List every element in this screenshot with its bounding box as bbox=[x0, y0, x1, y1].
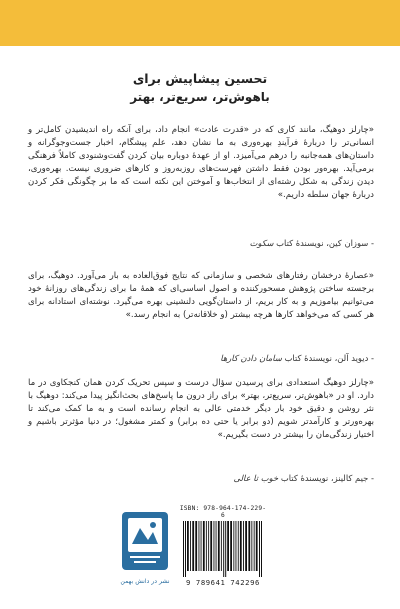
barcode-bar bbox=[256, 521, 258, 571]
barcode-bar bbox=[243, 521, 244, 571]
publisher-name: نشر در دانش بهمن bbox=[120, 578, 170, 585]
praise-author-2: - دیوید آلن، نویسندهٔ کتاب bbox=[281, 353, 374, 363]
barcode-bar bbox=[254, 521, 255, 571]
praise-source-1 bbox=[28, 237, 374, 249]
barcode-bar bbox=[221, 521, 222, 571]
barcode-bar bbox=[230, 521, 232, 571]
barcode-bar bbox=[214, 521, 215, 571]
barcode-bar bbox=[210, 521, 212, 571]
barcode-bar bbox=[185, 521, 186, 577]
barcode-bar bbox=[199, 521, 200, 571]
barcode-bar bbox=[259, 521, 260, 577]
praise-quote-3: «چارلز دوهیگ استعدادی برای پرسیدن سؤال درست و سپس تحریک کردن همان کنجکاوی در ما دارد. او در «باهوش‌تر، سریع‌تر، بهتر» برای راز درون ما پاسخ‌های بحث‌انگیز پیدا می‌کند: دوهیگ با نثر روشن و دقیق خود بار دیگر خدمتی عالی به انجام رسانده است و به ما کمک می‌کند تا بهره‌ورتر و کارآمدتر شویم (دو برابر یا حتی ده برابر) و کمتر مشغول؛ در دنیا مؤثرتر باشیم و اختیار زندگی‌مان را بیشتر در دست بگیریم.» bbox=[28, 378, 374, 440]
barcode-bar bbox=[208, 521, 209, 571]
barcode-digits: 9 789641 742296 bbox=[186, 578, 260, 587]
barcode-bar bbox=[216, 521, 217, 571]
barcode-bar bbox=[261, 521, 262, 577]
praise-header bbox=[0, 70, 400, 106]
barcode-icon bbox=[181, 521, 265, 577]
publisher-logo-icon bbox=[120, 510, 170, 572]
praise-author-3: - جیم کالینز، نویسندهٔ کتاب bbox=[278, 473, 374, 483]
praise-quote-1: «چارلز دوهیگ، مانند کاری که در «قدرت عادت» انجام داد، برای آنکه راه اندیشیدن کامل‌تر و انسانی‌تر را دربارهٔ فرآیندِ بهره‌وری به ما نشان دهد، علم پیشگام، اخبار جست‌وجوگرانه و داستان‌های همه‌جانبه را درهم می‌آمیزد. او از عهدهٔ دوباره بیان کردن گفت‌وشنودی کاملاً فرهنگی برمی‌آید. بهره‌ور بودن فقط داشتن فهرست‌های روزبه‌روز و کارهای ضروری نیست. بهره‌وری، دیدن زندگی به شکل رشته‌ای از انتخاب‌ها و آموختن این نکته است که ما بر چگونگی فکر کردن دربارهٔ جهان سلطه داریم.» bbox=[28, 125, 374, 200]
barcode-bar bbox=[201, 521, 202, 571]
barcode-bar bbox=[218, 521, 220, 571]
barcode-bar bbox=[233, 521, 234, 571]
barcode-bar bbox=[223, 521, 224, 577]
back-cover-page bbox=[0, 46, 400, 609]
barcode-bar bbox=[203, 521, 205, 571]
barcode-bar bbox=[206, 521, 207, 571]
barcode-bar bbox=[225, 521, 226, 577]
praise-quote-2: «عصارهٔ درخشان رفتارهای شخصی و سازمانی که نتایج فوق‌العاده به بار می‌آورد. دوهیگ، برای برجسته ساختن پژوهش مسحورکننده و اصول اساسی‌ای که همهٔ ما برای زندگی‌های روزانهٔ خود می‌توانیم بیاموزیم و به کار بریم، از داستان‌گویی دلنشینی بهره می‌گیرد. نوشته‌ای استادانه برای هر کسی که می‌خواهد کارها هرچه بیشتر (و خلاقانه‌تر) به انجام رسد.» bbox=[28, 271, 374, 320]
barcode-bar bbox=[227, 521, 229, 571]
isbn-label: ISBN: 978-964-174-229-6 bbox=[179, 505, 267, 519]
praise-source-3 bbox=[28, 472, 374, 484]
barcode-bar bbox=[251, 521, 252, 571]
publisher-logo bbox=[116, 510, 174, 590]
praise-author-1: - سوزان کین، نویسندهٔ کتاب bbox=[273, 238, 374, 248]
barcode-bar bbox=[245, 521, 247, 571]
barcode-bar bbox=[248, 521, 250, 571]
barcode-bar bbox=[238, 521, 239, 571]
barcode-bar bbox=[187, 521, 189, 571]
barcode-bar bbox=[236, 521, 237, 571]
praise-book-1: سکوت bbox=[249, 238, 274, 248]
praise-source-2 bbox=[28, 352, 374, 364]
barcode-bar bbox=[183, 521, 184, 577]
barcode-block bbox=[178, 505, 268, 591]
praise-heading: تحسین پیشاپیش برای bbox=[132, 71, 268, 86]
praise-book-3: خوب تا عالی bbox=[233, 473, 279, 483]
cover-color-band bbox=[0, 0, 400, 46]
barcode-bar bbox=[240, 521, 242, 571]
barcode-bar bbox=[192, 521, 194, 571]
book-title: باهوش‌تر، سریع‌تر، بهتر bbox=[130, 90, 270, 104]
barcode-bar bbox=[190, 521, 191, 571]
barcode-bar bbox=[195, 521, 197, 571]
praise-book-2: سامان دادن کارها bbox=[220, 353, 282, 363]
